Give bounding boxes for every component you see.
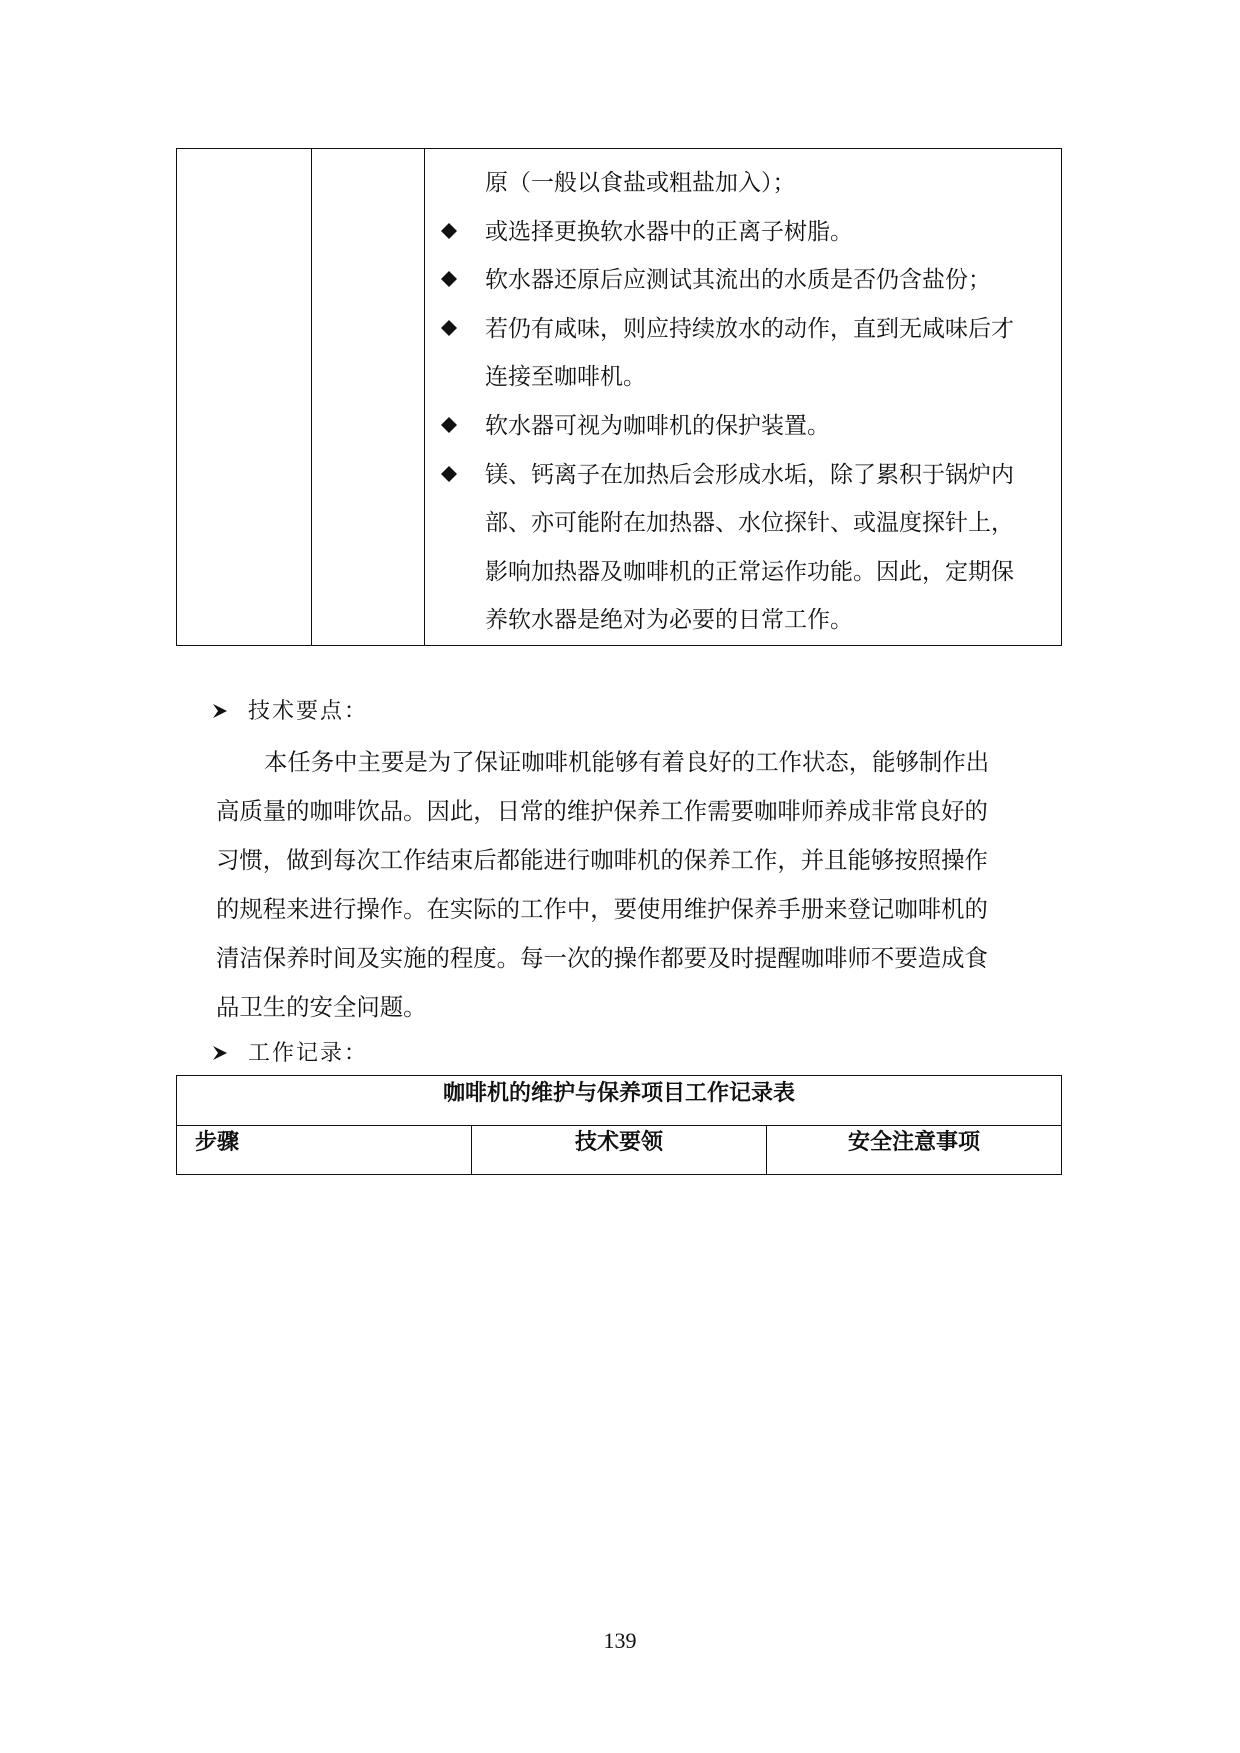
note-text: 影响加热器及咖啡机的正常运作功能。因此，定期保 <box>485 558 1014 585</box>
tech-points-line: 高质量的咖啡饮品。因此，日常的维护保养工作需要咖啡师养成非常良好的 <box>216 797 988 825</box>
note-line <box>435 451 1051 500</box>
note-text: 若仍有咸味，则应持续放水的动作，直到无咸味后才 <box>485 315 1014 342</box>
note-line <box>435 159 1051 208</box>
note-text: 养软水器是绝对为必要的日常工作。 <box>485 607 853 634</box>
column-header-technique: 技术要领 <box>472 1126 767 1175</box>
page-number: 139 <box>603 1628 637 1653</box>
diamond-bullet-icon <box>441 466 457 482</box>
work-record-heading <box>212 1036 368 1067</box>
note-text: 部、亦可能附在加热器、水位探针、或温度探针上， <box>485 510 1014 537</box>
note-text: 镁、钙离子在加热后会形成水垢，除了累积于锅炉内 <box>485 461 1014 488</box>
tech-points-heading-text: 技术要点： <box>248 699 369 724</box>
diamond-bullet-icon <box>441 417 457 433</box>
note-line <box>435 402 1051 451</box>
note-line <box>435 353 1051 402</box>
diamond-bullet-icon <box>441 320 457 336</box>
notes-list <box>435 159 1051 645</box>
column-header-safety: 安全注意事项 <box>767 1126 1062 1175</box>
work-record-heading-text: 工作记录： <box>248 1041 369 1066</box>
table-cell-empty <box>177 149 312 646</box>
note-text: 或选择更换软水器中的正离子树脂。 <box>485 218 853 245</box>
note-line <box>435 548 1051 597</box>
note-text: 软水器还原后应测试其流出的水质是否仍含盐份； <box>485 267 991 294</box>
tech-points-line: 本任务中主要是为了保证咖啡机能够有着良好的工作状态，能够制作出 <box>264 748 990 776</box>
work-record-table-title: 咖啡机的维护与保养项目工作记录表 <box>177 1076 1062 1126</box>
note-text: 连接至咖啡机。 <box>485 364 646 391</box>
notes-cell <box>425 149 1062 646</box>
table-cell-empty <box>312 149 425 646</box>
note-text: 原（一般以食盐或粗盐加入）； <box>485 170 796 196</box>
note-line <box>435 208 1051 257</box>
tech-points-line: 习惯，做到每次工作结束后都能进行咖啡机的保养工作，并且能够按照操作 <box>216 846 988 874</box>
tech-points-line: 清洁保养时间及实施的程度。每一次的操作都要及时提醒咖啡师不要造成食 <box>216 944 988 972</box>
continued-table <box>176 148 1062 646</box>
tech-points-line: 的规程来进行操作。在实际的工作中，要使用维护保养手册来登记咖啡机的 <box>216 895 988 923</box>
note-line <box>435 499 1051 548</box>
column-header-step: 步骤 <box>177 1126 472 1175</box>
arrowhead-bullet-icon <box>212 703 228 719</box>
note-line <box>435 256 1051 305</box>
work-record-table <box>176 1075 1062 1175</box>
arrowhead-bullet-icon <box>212 1045 228 1061</box>
note-text: 软水器可视为咖啡机的保护装置。 <box>485 412 830 439</box>
note-line <box>435 596 1051 645</box>
diamond-bullet-icon <box>441 271 457 287</box>
tech-points-heading <box>212 694 368 725</box>
tech-points-line: 品卫生的安全问题。 <box>216 993 427 1021</box>
note-line <box>435 305 1051 354</box>
diamond-bullet-icon <box>441 223 457 239</box>
